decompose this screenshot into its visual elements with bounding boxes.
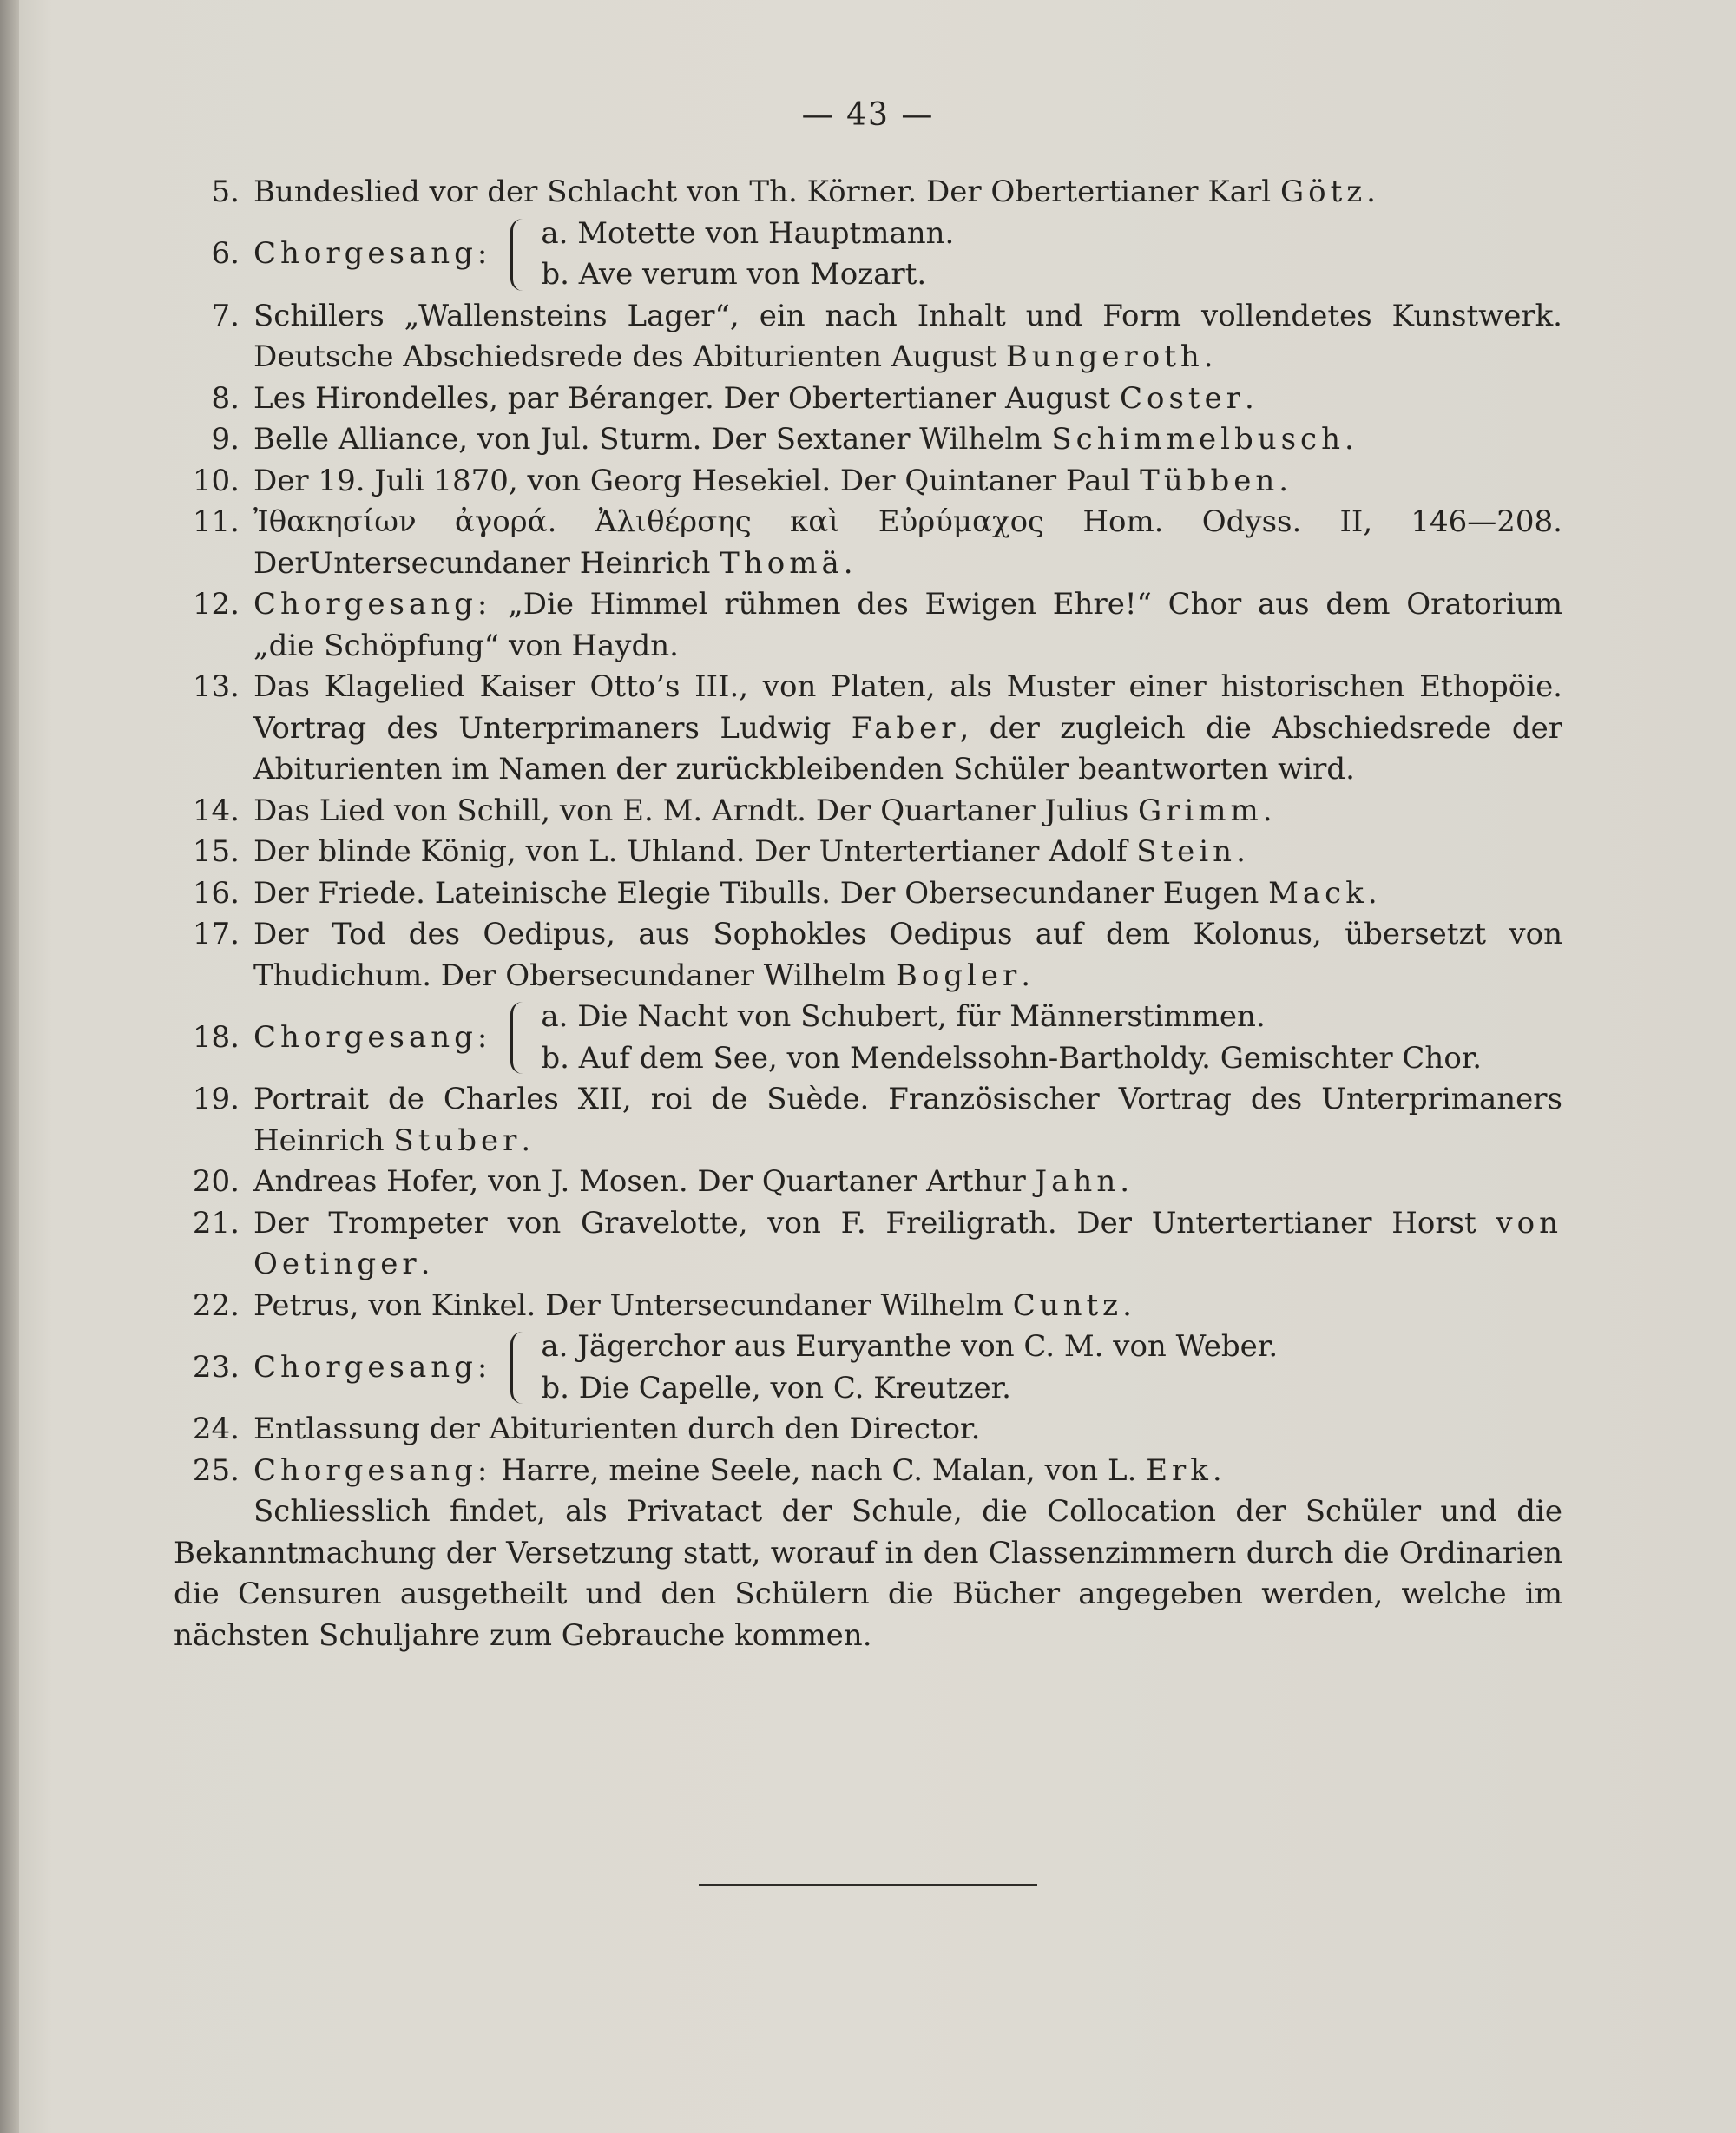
curly-brace: [510, 1002, 529, 1074]
item-number: 15.: [192, 834, 240, 869]
program-list: [174, 172, 1562, 1656]
item-text: Les Hirondelles, par Béranger. Der Obertertianer August: [253, 380, 1120, 416]
item-number: 18.: [192, 1019, 240, 1055]
curly-brace: [510, 219, 529, 291]
choir-piece-b: b. Ave verum von Mozart.: [541, 257, 927, 292]
program-item-25: 25. Chorgesang: Harre, meine Seele, nach C. Malan, von L. Erk.: [174, 1451, 1562, 1492]
program-item-8: 8. Les Hirondelles, par Béranger. Der Obertertianer August Coster.: [174, 379, 1562, 420]
choir-piece-a: a. Jägerchor aus Euryanthe von C. M. von Weber.: [541, 1329, 1279, 1364]
performer-name: Cuntz: [1012, 1287, 1123, 1323]
performer-name: Götz: [1279, 174, 1367, 209]
performer-name: Faber: [851, 710, 960, 746]
curly-brace: [510, 1332, 529, 1404]
performer-name: Bogler: [895, 958, 1022, 993]
program-item-17: 17. Der Tod des Oedipus, aus Sophokles Oedipus auf dem Kolonus, übersetzt von Thudichum. Der Obersecundaner Wilhelm Bogler.: [174, 914, 1562, 997]
item-text: „Die Himmel rühmen des Ewigen Ehre!“ Chor aus dem Oratorium „die Schöpfung“ von Haydn.: [253, 587, 1562, 663]
book-spine-shadow: [0, 0, 19, 2133]
item-text: Der Tod des Oedipus, aus Sophokles Oedipus auf dem Kolonus, übersetzt von Thudichum. Der Obersecundaner Wilhelm: [253, 917, 1562, 993]
item-number: 25.: [192, 1452, 240, 1488]
choir-piece-b: b. Auf dem See, von Mendelssohn-Bartholdy. Gemischter Chor.: [541, 1040, 1483, 1076]
item-text: Der blinde König, von L. Uhland. Der Untertertianer Adolf: [253, 834, 1137, 869]
item-number: 10.: [192, 463, 240, 498]
program-item-11: 11. Ἰθακησίων ἀγορά. Ἀλιθέρσης καὶ Εὐρύμαχος Hom. Odyss. II, 146—208. DerUntersecundaner Heinrich Thomä.: [174, 502, 1562, 584]
program-item-15: 15. Der blinde König, von L. Uhland. Der Untertertianer Adolf Stein.: [174, 832, 1562, 873]
program-item-14: 14. Das Lied von Schill, von E. M. Arndt. Der Quartaner Julius Grimm.: [174, 791, 1562, 833]
program-item-20: 20. Andreas Hofer, von J. Mosen. Der Quartaner Arthur Jahn.: [174, 1162, 1562, 1203]
performer-name: Jahn: [1035, 1164, 1121, 1199]
item-number: 23.: [192, 1349, 240, 1385]
item-number: 16.: [192, 875, 240, 911]
item-text: Portrait de Charles XII, roi de Suède. Französischer Vortrag des Unterprimaners Heinrich: [253, 1082, 1562, 1158]
item-number: 12.: [192, 587, 240, 622]
item-number: 19.: [192, 1082, 240, 1116]
performer-name: Schimmelbusch: [1051, 422, 1345, 457]
program-item-18: [174, 997, 1562, 1079]
performer-name: von Oetinger: [253, 1205, 1562, 1281]
item-text: Ἰθακησίων ἀγορά. Ἀλιθέρσης καὶ Εὐρύμαχος Hom. Odyss. II, 146—208. DerUntersecundaner Heinrich: [253, 504, 1562, 581]
performer-name: Bungeroth: [1005, 339, 1204, 374]
item-number: 21.: [192, 1205, 240, 1241]
item-text: Der Trompeter von Gravelotte, von F. Freiligrath. Der Untertertianer Horst: [253, 1205, 1496, 1241]
choir-piece-b: b. Die Capelle, von C. Kreutzer.: [541, 1370, 1011, 1406]
choir-label: Chorgesang:: [253, 587, 492, 622]
choir-label: Chorgesang:: [253, 236, 492, 272]
item-text: Entlassung der Abiturienten durch den Director.: [253, 1412, 981, 1446]
program-item-23: [174, 1327, 1562, 1409]
item-number: 13.: [192, 669, 240, 704]
item-text: Schillers „Wallensteins Lager“, ein nach Inhalt und Form vollendetes Kunstwerk. Deutsche Abschiedsrede des Abiturienten August: [253, 298, 1562, 374]
item-text: Belle Alliance, von Jul. Sturm. Der Sextaner Wilhelm: [253, 422, 1052, 457]
item-number: 8.: [211, 380, 240, 416]
item-text: Das Lied von Schill, von E. M. Arndt. Der Quartaner Julius: [253, 793, 1138, 828]
program-item-22: 22. Petrus, von Kinkel. Der Untersecundaner Wilhelm Cuntz.: [174, 1286, 1562, 1327]
performer-name: Stein: [1136, 834, 1237, 869]
choir-label: Chorgesang:: [253, 1019, 492, 1055]
program-item-10: 10. Der 19. Juli 1870, von Georg Hesekiel. Der Quintaner Paul Tübben.: [174, 461, 1562, 503]
program-item-5: 5. Bundeslied vor der Schlacht von Th. Körner. Der Obertertianer Karl Götz.: [174, 172, 1562, 214]
item-number: 11.: [192, 504, 240, 539]
program-item-24: [174, 1409, 1562, 1451]
item-text-continued: , der zugleich die Abschiedsrede der Abiturienten im Namen der zurückbleibenden Schüler beantworten wird.: [253, 710, 1562, 787]
item-text: Harre, meine Seele, nach C. Malan, von L.: [491, 1452, 1147, 1488]
performer-name: Grimm: [1137, 793, 1263, 828]
program-item-19: 19. Portrait de Charles XII, roi de Suède. Französischer Vortrag des Unterprimaners Heinrich Stuber.: [174, 1079, 1562, 1162]
choir-label: Chorgesang:: [253, 1452, 492, 1488]
performer-name: Tübben: [1140, 463, 1279, 498]
item-number: 20.: [192, 1164, 240, 1199]
item-number: 14.: [192, 793, 240, 828]
item-number: 5.: [211, 174, 240, 209]
page-number: — 43 —: [801, 97, 935, 133]
item-text: Andreas Hofer, von J. Mosen. Der Quartaner Arthur: [253, 1164, 1036, 1199]
program-item-16: 16. Der Friede. Lateinische Elegie Tibulls. Der Obersecundaner Eugen Mack.: [174, 873, 1562, 915]
end-rule: [699, 1884, 1037, 1886]
performer-name: Thomä: [720, 545, 844, 581]
item-number: 17.: [192, 917, 240, 951]
item-number: 6.: [211, 236, 240, 272]
closing-paragraph: Schliesslich findet, als Privatact der Schule, die Collocation der Schüler und die Bekanntmachung der Versetzung statt, worauf in den Classenzimmern durch die Ordinarien die Censuren ausgetheilt und den Schülern die Bücher angegeben werden, welche im nächsten Schuljahre zum Gebrauche kommen.: [174, 1494, 1562, 1653]
item-number: 7.: [211, 298, 240, 333]
program-item-21: 21. Der Trompeter von Gravelotte, von F. Freiligrath. Der Untertertianer Horst von Oetinger.: [174, 1203, 1562, 1286]
item-text: Bundeslied vor der Schlacht von Th. Körner. Der Obertertianer Karl: [253, 174, 1280, 209]
performer-name: Erk: [1146, 1452, 1213, 1488]
program-item-7: 7. Schillers „Wallensteins Lager“, ein nach Inhalt und Form vollendetes Kunstwerk. Deutsche Abschiedsrede des Abiturienten August Bungeroth.: [174, 296, 1562, 379]
performer-name: Coster: [1119, 380, 1245, 416]
item-number: 24.: [192, 1412, 240, 1446]
choir-label: Chorgesang:: [253, 1349, 492, 1385]
item-text: Das Klagelied Kaiser Otto’s III., von Platen, als Muster einer historischen Ethopöie. Vortrag des Unterprimaners Ludwig: [253, 669, 1562, 746]
program-item-9: 9. Belle Alliance, von Jul. Sturm. Der Sextaner Wilhelm Schimmelbusch.: [174, 419, 1562, 461]
choir-piece-a: a. Die Nacht von Schubert, für Männerstimmen.: [541, 999, 1266, 1034]
program-item-12: [174, 584, 1562, 667]
item-text: Der 19. Juli 1870, von Georg Hesekiel. Der Quintaner Paul: [253, 463, 1141, 498]
program-item-6: [174, 214, 1562, 296]
program-item-13: [174, 667, 1562, 791]
item-number: 9.: [211, 422, 240, 457]
item-text: Der Friede. Lateinische Elegie Tibulls. Der Obersecundaner Eugen: [253, 875, 1269, 911]
item-number: 22.: [192, 1287, 240, 1323]
performer-name: Mack: [1268, 875, 1368, 911]
choir-piece-a: a. Motette von Hauptmann.: [541, 215, 955, 251]
performer-name: Stuber: [393, 1122, 522, 1158]
item-text: Petrus, von Kinkel. Der Untersecundaner Wilhelm: [253, 1287, 1013, 1323]
